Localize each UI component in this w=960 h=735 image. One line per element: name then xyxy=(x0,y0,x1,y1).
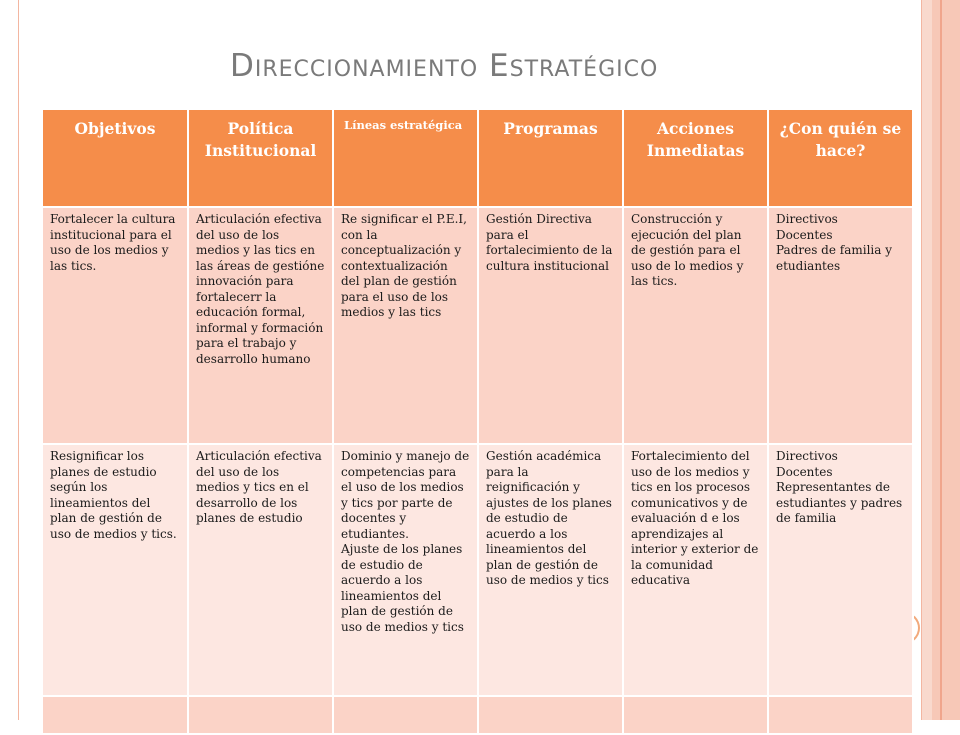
header-acciones: Acciones Inmediatas xyxy=(623,109,768,207)
table-cell: Construcción y ejecución del plan de gestión para el uso de lo medios y las tics. xyxy=(623,207,768,444)
table-cell: Fortalecer la cultura institucional para el uso de los medios y las tics. xyxy=(42,207,188,444)
strategy-table xyxy=(41,108,914,735)
table-cell: Directivos Docentes Padres de familia y etudiantes xyxy=(768,207,913,444)
table-header-row xyxy=(42,109,913,207)
header-objetivos: Objetivos xyxy=(42,109,188,207)
table-cell xyxy=(768,696,913,734)
table-cell: Articulación efectiva del uso de los medios y tics en el desarrollo de los planes de estudio xyxy=(188,444,333,696)
slide-title: Direccionamiento Estratégico xyxy=(230,48,659,84)
table-row xyxy=(42,696,913,734)
header-con-quien: ¿Con quién se hace? xyxy=(768,109,913,207)
table-cell xyxy=(478,696,623,734)
table-cell xyxy=(188,696,333,734)
table-cell xyxy=(623,696,768,734)
table-cell: Directivos Docentes Representantes de estudiantes y padres de familia xyxy=(768,444,913,696)
table-cell xyxy=(42,696,188,734)
table-cell: Re significar el P.E.I, con la conceptualización y contextualización del plan de gestión para el uso de los medios y las tics xyxy=(333,207,478,444)
table-row xyxy=(42,444,913,696)
table-cell: Dominio y manejo de competencias para el uso de los medios y tics por parte de docentes y etudiantes. Ajuste de los planes de estudio de acuerdo a los lineamientos del plan de gestión de uso de medios y tics xyxy=(333,444,478,696)
table-cell: Gestión Directiva para el fortalecimiento de la cultura institucional xyxy=(478,207,623,444)
table-cell: Articulación efectiva del uso de los medios y las tics en las áreas de gestióne innovación para fortalecerr la educación formal, informal y formación para el trabajo y desarrollo humano xyxy=(188,207,333,444)
table-cell: Fortalecimiento del uso de los medios y tics en los procesos comunicativos y de evaluación d e los aprendizajes al interior y exterior de la comunidad educativa xyxy=(623,444,768,696)
table-cell: Resignificar los planes de estudio según los lineamientos del plan de gestión de uso de medios y tics. xyxy=(42,444,188,696)
border-stripe xyxy=(940,0,942,720)
table-row xyxy=(42,207,913,444)
header-programas: Programas xyxy=(478,109,623,207)
header-lineas: Líneas estratégica xyxy=(333,109,478,207)
table-cell xyxy=(333,696,478,734)
header-politica: Política Institucional xyxy=(188,109,333,207)
table-cell: Gestión académica para la reignificación y ajustes de los planes de estudio de acuerdo a los lineamientos del plan de gestión de uso de medios y tics xyxy=(478,444,623,696)
border-stripe xyxy=(922,0,932,720)
